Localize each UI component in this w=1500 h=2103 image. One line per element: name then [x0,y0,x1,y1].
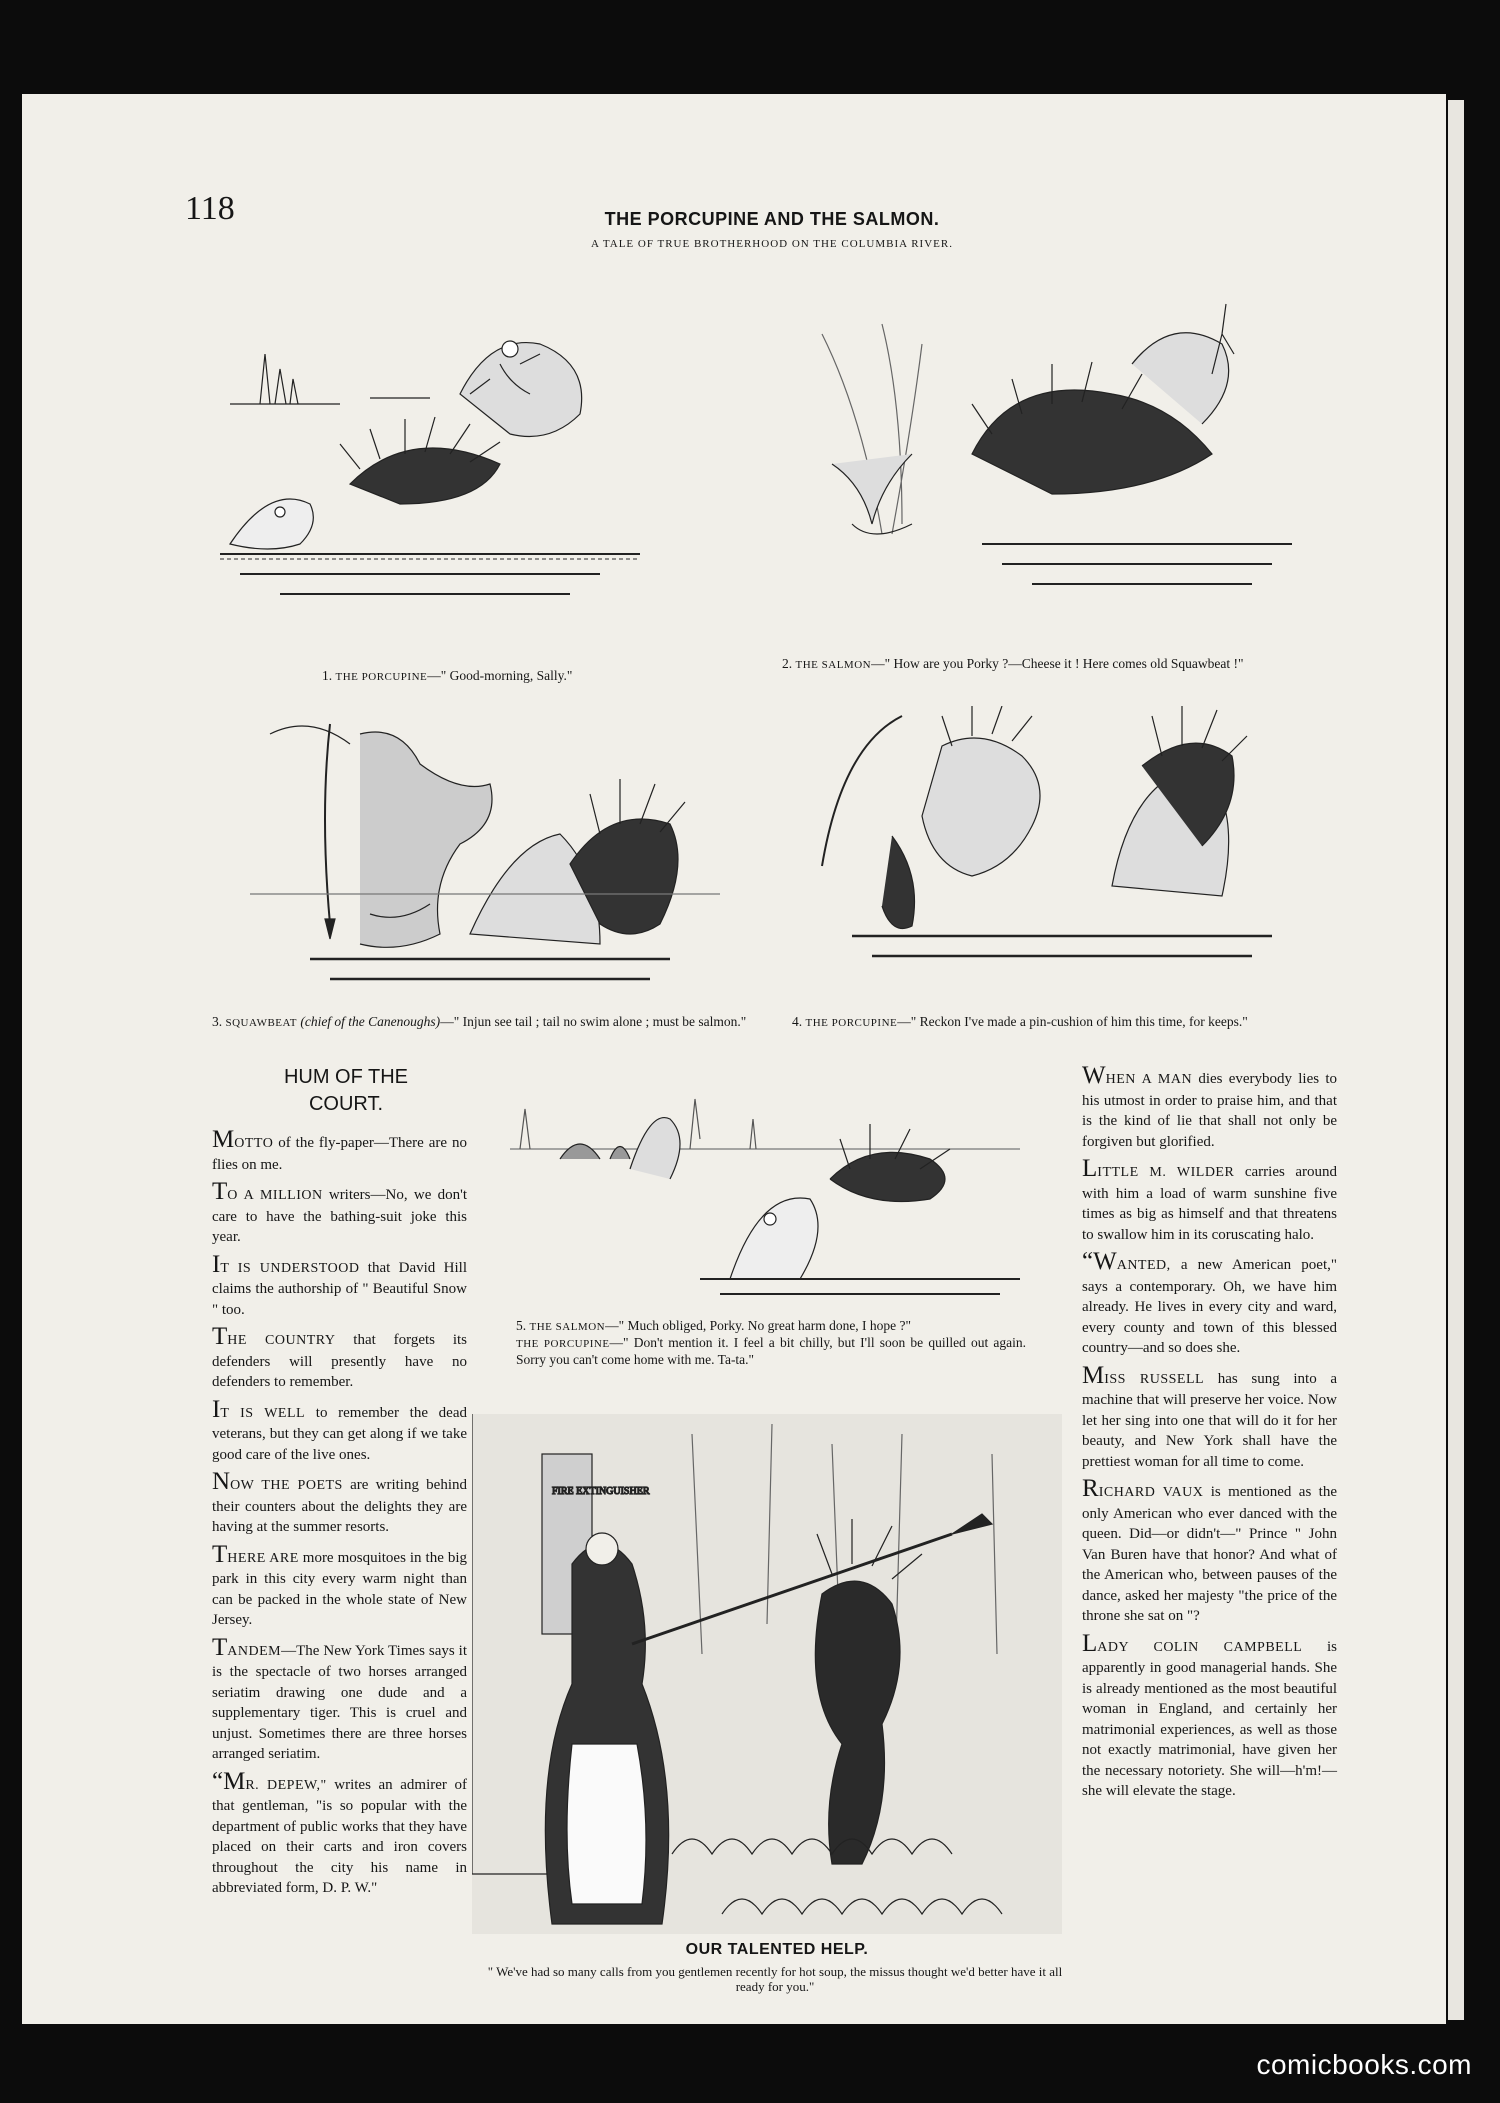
panel-1-illustration [220,294,640,654]
hum-column-left [212,1126,468,1906]
page-number: 118 [185,190,235,227]
book-spine [1448,100,1464,2020]
hum-item: IT IS UNDERSTOOD that David Hill claims the authorship of " Beautiful Snow " too. [212,1250,467,1318]
talented-help-caption: " We've had so many calls from you gentlemen recently for hot soup, the missus thought we'd better have it all ready for you." [487,1964,1063,1994]
talented-help-illustration [472,1414,1062,1934]
hum-of-the-court-title: HUM OF THE COURT. [283,1066,409,1115]
hum-item: THERE ARE more mosquitoes in the big park in this city every warm night than can be packed in the whole state of New Jersey. [212,1540,467,1628]
watermark: comicbooks.com [1256,2049,1472,2080]
panel-1-caption: 1. THE PORCUPINE—" Good-morning, Sally." [322,668,573,683]
hum-item: TANDEM—The New York Times says it is the spectacle of two horses arranged seriatim drawing one dude and a supplementary tiger. This is cruel and unjust. Sometimes there are three horses arranged seriatim. [212,1633,467,1762]
panel-2-caption: 2. THE SALMON—" How are you Porky ?—Cheese it ! Here comes old Squawbeat !" [782,656,1244,671]
hum-item: MOTTO of the fly-paper—There are no flies on me. [212,1126,467,1173]
panel-4-caption: 4. THE PORCUPINE—" Reckon I've made a pin-cushion of him this time, for keeps." [792,1014,1248,1029]
hum-item: WHEN A MAN dies everybody lies to his utmost in order to praise him, and that is the kind of lie that shall not only be forgiven but glorified. [1082,1062,1337,1150]
hum-item: “MR. DEPEW," writes an admirer of that gentleman, "is so popular with the department of public works that they have placed on their carts and iron covers throughout the city his name in abbreviated form, D. P. W." [212,1767,468,1896]
hum-item: IT IS WELL to remember the dead veterans, but they can get along if we take good care of the live ones. [212,1395,467,1463]
panel-2-illustration [792,294,1292,654]
hum-item: LADY COLIN CAMPBELL is apparently in good managerial hands. She is already mentioned as the most beautiful woman in England, and certainly her matrimonial experiences, as well as those not exactly matrimonial, have given her the necessary notoriety. She will—h'm!—she will elevate the stage. [1082,1629,1337,1799]
magazine-page [22,94,1446,2024]
page-subtitle: A TALE OF TRUE BROTHERHOOD ON THE COLUMBIA RIVER. [591,238,953,250]
hum-column-right [1082,1062,1338,1809]
hum-item: NOW THE POETS are writing behind their counters about the delights they are having at the summer resorts. [212,1468,467,1535]
panel-4-illustration [812,706,1292,996]
hum-item: LITTLE M. WILDER carries around with him a load of warm sunshine five times as big as himself and that threatens to swallow him in its coruscating halo. [1082,1155,1337,1243]
hum-item: THE COUNTRY that forgets its defenders will presently have no defenders to remember. [212,1323,468,1390]
panel-5-illustration [500,1059,1030,1309]
panel-3-caption: 3. SQUAWBEAT (chief of the Canenoughs)—" Injun see tail ; tail no swim alone ; must be salmon." [212,1014,747,1029]
hum-item: TO A MILLION writers—No, we don't care to have the bathing-suit joke this year. [212,1178,467,1245]
talented-help-title: OUR TALENTED HELP. [685,1941,869,1958]
page-title: THE PORCUPINE AND THE SALMON. [604,209,940,229]
panel-5-caption: 5. THE SALMON—" Much obliged, Porky. No great harm done, I hope ?" THE PORCUPINE—" Don't mention it. I feel a bit chilly, but I'll soon be quilled out again. Sorry you can't come home with me. Ta-ta." [516,1318,1026,1367]
panel-3-illustration [250,714,730,1004]
hum-item: RICHARD VAUX is mentioned as the only American who ever danced with the queen. Did—or didn't—" Prince " John Van Buren have that honor? And what of the American who, between pauses of the dance, asked her majesty "the price of the throne she sat on "? [1082,1475,1337,1624]
extinguisher-sign: FIRE EXTINGUISHER [552,1486,650,1497]
hum-item: MISS RUSSELL has sung into a machine that will preserve her voice. Now let her sing into one that will do it for her beauty, and New York shall have the prettiest woman for all time to come. [1082,1361,1338,1470]
hum-item: “WANTED, a new American poet," says a contemporary. Oh, we have him already. He lives in every city and ward, every county and town of this blessed country—and so does she. [1082,1248,1337,1356]
